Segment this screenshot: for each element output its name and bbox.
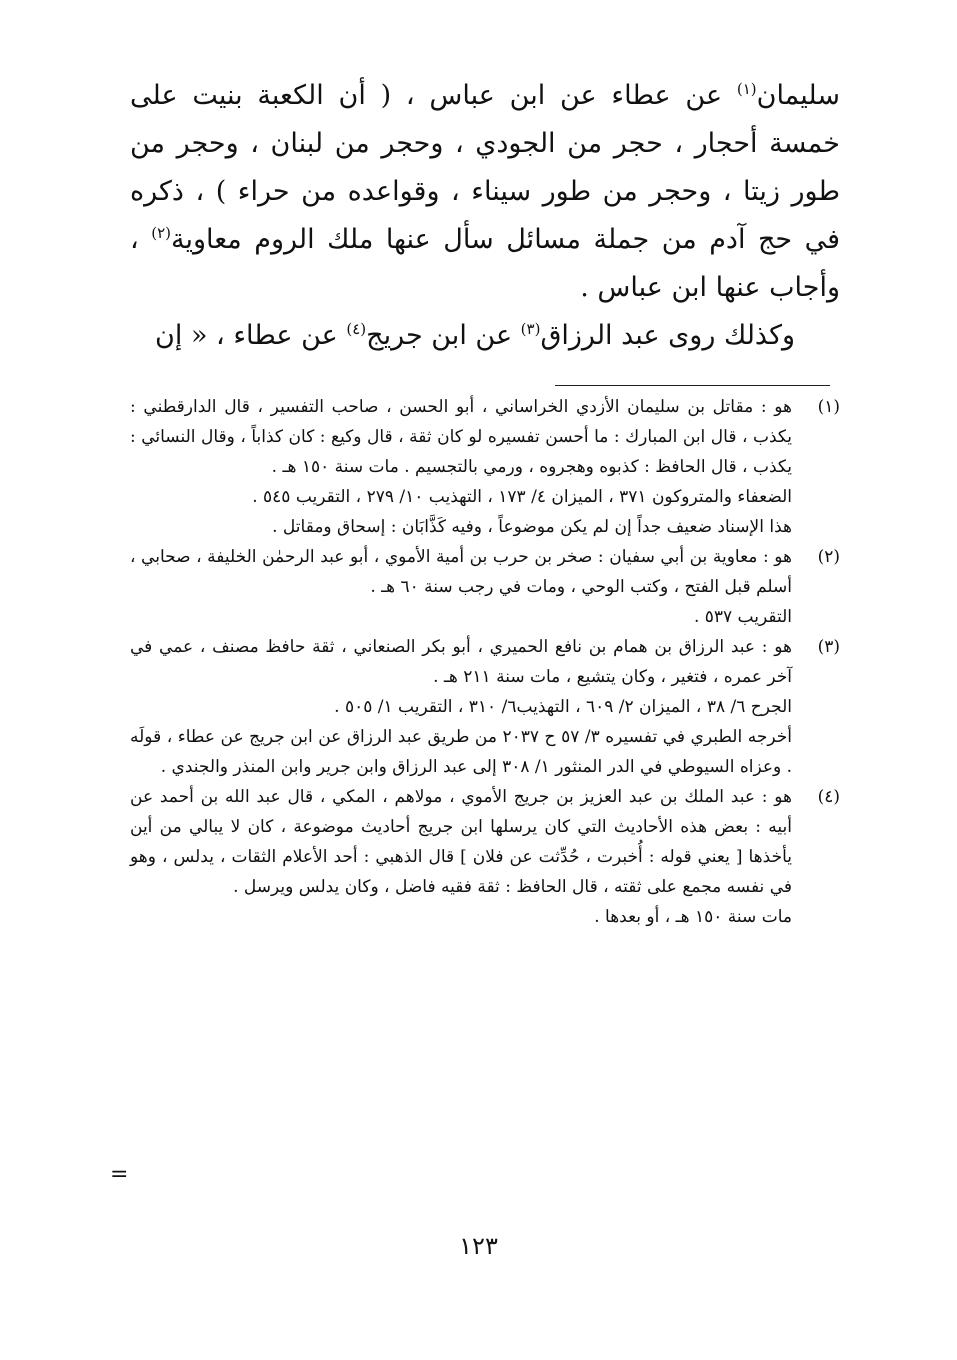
footnote-text: التقريب ٥٣٧ . [693, 607, 792, 627]
main-text-run: عن ابن جريج [366, 320, 521, 351]
footnote-text: هو : مقاتل بن سليمان الأزدي الخراساني ، أبو الحسن ، صاحب التفسير ، قال الدارقطني : يكذب ، قال ابن المبارك : ما أحسن تفسيره لو كان ثقة ، قال وكيع : كان كذاباً ، وقال النسائي : يكذب ، قال الحافظ : كذبوه وهجروه ، ورمي بالتجسيم . مات سنة ١٥٠ هـ . [130, 397, 792, 477]
main-text [130, 72, 840, 360]
footnote-ref-4: (٤) [346, 320, 367, 338]
main-text-run: سليمان [756, 80, 840, 111]
main-text-run: ، وأجاب عنها ابن عباس . [130, 224, 840, 303]
footnote-number: (٤) [817, 787, 840, 807]
footnote-text: الضعفاء والمتروكون ٣٧١ ، الميزان ٤/ ١٧٣ ، التهذيب ١٠/ ٢٧٩ ، التقريب ٥٤٥ . [252, 487, 792, 507]
footnote-text: الجرح ٦/ ٣٨ ، الميزان ٢/ ٦٠٩ ، التهذيب٦/ ٣١٠ ، التقريب ١/ ٥٠٥ . [334, 697, 792, 717]
main-text-run: عن عطاء عن ابن عباس ، ( أن الكعبة بنيت على خمسة أحجار ، حجر من الجودي ، وحجر من لبنان ، وحجر من طور زيتا ، وحجر من طور سيناء ، وقواعده من حراء ) ، ذكره في حج آدم من جملة مسائل سأل عنها ملك الروم معاوية [130, 80, 841, 255]
footnote-text: هو : عبد الرزاق بن همام بن نافع الحميري ، أبو بكر الصنعاني ، ثقة حافظ مصنف ، عمي في آخر عمره ، فتغير ، وكان يتشيع ، مات سنة ٢١١ هـ . [130, 637, 792, 687]
footnote-ref-1: (١) [736, 80, 757, 98]
main-text-run: وكذلك روى عبد الرزاق [540, 320, 795, 351]
page-number: ١٢٣ [459, 1232, 498, 1260]
main-paragraph [130, 312, 840, 360]
footnote-2 [130, 542, 840, 632]
continuation-mark: = [110, 1162, 129, 1187]
footnote-4 [130, 782, 840, 932]
main-paragraph [130, 72, 840, 312]
footnote-divider [555, 385, 830, 386]
footnote-text: هو : عبد الملك بن عبد العزيز بن جريج الأموي ، مولاهم ، المكي ، قال عبد الله بن أحمد عن أبيه : بعض هذه الأحاديث التي كان يرسلها ابن جريج أحاديث موضوعة ، كان لا يبالي من أين يأخذها [ يعني قوله : أُخبرت ، حُدِّثت عن فلان ] قال الذهبي : أحد الأعلام الثقات ، يدلس ، وهو في نفسه مجمع على ثقته ، قال الحافظ : ثقة فقيه فاضل ، وكان يدلس ويرسل . [130, 787, 792, 897]
footnote-body [130, 782, 792, 932]
footnote-text: أخرجه الطبري في تفسيره ٣/ ٥٧ ح ٢٠٣٧ من طريق عبد الرزاق عن ابن جريج عن عطاء ، قولَه . وعزاه السيوطي في الدر المنثور ١/ ٣٠٨ إلى عبد الرزاق وابن جرير وابن المنذر والجندي . [130, 727, 792, 777]
footnote-number: (٢) [817, 547, 840, 567]
footnote-ref-3: (٣) [520, 320, 541, 338]
footnote-1 [130, 392, 840, 542]
footnote-ref-2: (٢) [151, 224, 172, 242]
footnote-body [130, 542, 792, 632]
footnote-body [130, 632, 792, 782]
footnote-3 [130, 632, 840, 782]
footnote-text: هذا الإسناد ضعيف جداً إن لم يكن موضوعاً ، وفيه كَذَّابَان : إسحاق ومقاتل . [272, 517, 792, 537]
footnote-number: (١) [817, 397, 840, 417]
footnote-number: (٣) [817, 637, 840, 657]
footnote-text: هو : معاوية بن أبي سفيان : صخر بن حرب بن أمية الأموي ، أبو عبد الرحمٰن الخليفة ، صحابي ، أسلم قبل الفتح ، وكتب الوحي ، ومات في رجب سنة ٦٠ هـ . [130, 547, 792, 597]
main-text-run: عن عطاء ، « إن [155, 320, 347, 351]
footnotes [130, 392, 840, 932]
footnote-text: مات سنة ١٥٠ هـ ، أو بعدها . [594, 907, 792, 927]
footnote-body [130, 392, 792, 542]
